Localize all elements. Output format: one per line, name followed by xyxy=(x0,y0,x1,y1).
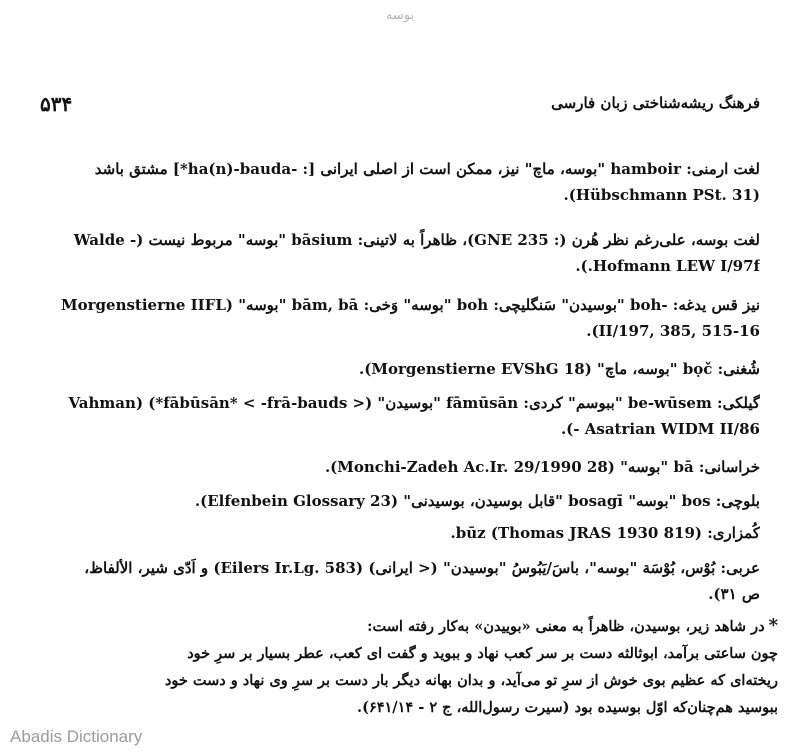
entry-gilaki xyxy=(40,390,760,442)
entry-line: Asatrian WIDM II/86 -). xyxy=(560,420,760,438)
footnote-line xyxy=(40,612,778,640)
entry-line: کُمزاری: būz (Thomas JRAS 1930 819). xyxy=(450,524,760,542)
entry-line: گیلکی: be-wūsem "ببوسم" کردی: fāmūsān "بوسیدن" (< fābūsān* < -frā-bauds*) (Vahman xyxy=(68,394,760,412)
running-head xyxy=(40,92,760,118)
entry-line: (Hübschmann PSt. 31). xyxy=(563,186,760,204)
entry-line: عربی: بُوْس، بُوْسَة "بوسه"، باسَ/یَبُوسُ "بوسیدن" (< ایرانی) (Eilers Ir.Lg. 583) و اَدّی شیر، الألفاظ، xyxy=(84,559,760,577)
entry-line: بلوچی: bos "بوسه" bosagī "قابل بوسیدن، بوسیدنی" (Elfenbein Glossary 23). xyxy=(194,492,760,510)
entry-shughni xyxy=(40,356,760,382)
footnote-line: ببوسید هم‌چنان‌که اوّل بوسیده بود (سیرت رسول‌الله، ج ۲ - ۶۴۱/۱۴). xyxy=(357,699,778,716)
entry-line: لغت ارمنی: hamboir "بوسه، ماچ" نیز، ممکن است از اصلی ایرانی [: -ha(n)-bauda*] مشتق باشد xyxy=(94,160,760,178)
entry-yidgha xyxy=(40,292,760,344)
entry-latin xyxy=(40,227,760,279)
footnote-line: ریخته‌ای که عظیم بوی خوش از سرِ تو می‌آید، و بدان بهانه دیگر بار دست بر سرِ وی نهاد و دست خود xyxy=(164,672,778,689)
page-top-title: بوسه xyxy=(385,8,415,23)
entry-kumzari xyxy=(40,520,760,546)
entry-line: Hofmann LEW I/97f.). xyxy=(575,257,760,275)
footnote-intro: در شاهد زیر، بوسیدن، ظاهراً به معنی «بوییدن» به‌کار رفته است: xyxy=(367,618,765,635)
entry-line: خراسانی: bā "بوسه" (Monchi-Zadeh Ac.Ir. 29/1990 28). xyxy=(324,458,760,476)
watermark: Abadis Dictionary xyxy=(10,727,143,746)
entry-line: لغت بوسه، علی‌رغم نظر هُرن (: GNE 235)، ظاهراً به لاتینی: bāsium "بوسه" مربوط نیست (- Walde xyxy=(73,231,760,249)
entry-line: شُغنی: bọč "بوسه، ماچ" (Morgenstierne EVShG 18). xyxy=(359,360,760,378)
entry-armenian xyxy=(40,156,760,208)
entry-line: نیز قس یدغه: -boh "بوسیدن" سَنگلیچی: boh "بوسه" وَخی: bām, bā "بوسه" (Morgenstierne IIFL xyxy=(61,296,760,314)
footnote xyxy=(40,612,778,721)
entry-line: ص ۳۱). xyxy=(708,585,760,603)
footnote-line: چون ساعتی برآمد، ابوثالثه دست بر سر کعب نهاد و ببوید و گفت ای کعب، عطر بسیار بر سرِ خود xyxy=(187,645,778,662)
footnote-marker: * xyxy=(768,615,778,636)
entry-arabic xyxy=(40,555,760,607)
page-number: ۵۳۴ xyxy=(40,92,73,116)
entry-baluchi xyxy=(40,488,760,514)
entry-khorasani xyxy=(40,454,760,480)
book-title: فرهنگ ریشه‌شناختی زبان فارسی xyxy=(551,94,760,112)
entry-line: II/197, 385, 515-16). xyxy=(586,322,760,340)
